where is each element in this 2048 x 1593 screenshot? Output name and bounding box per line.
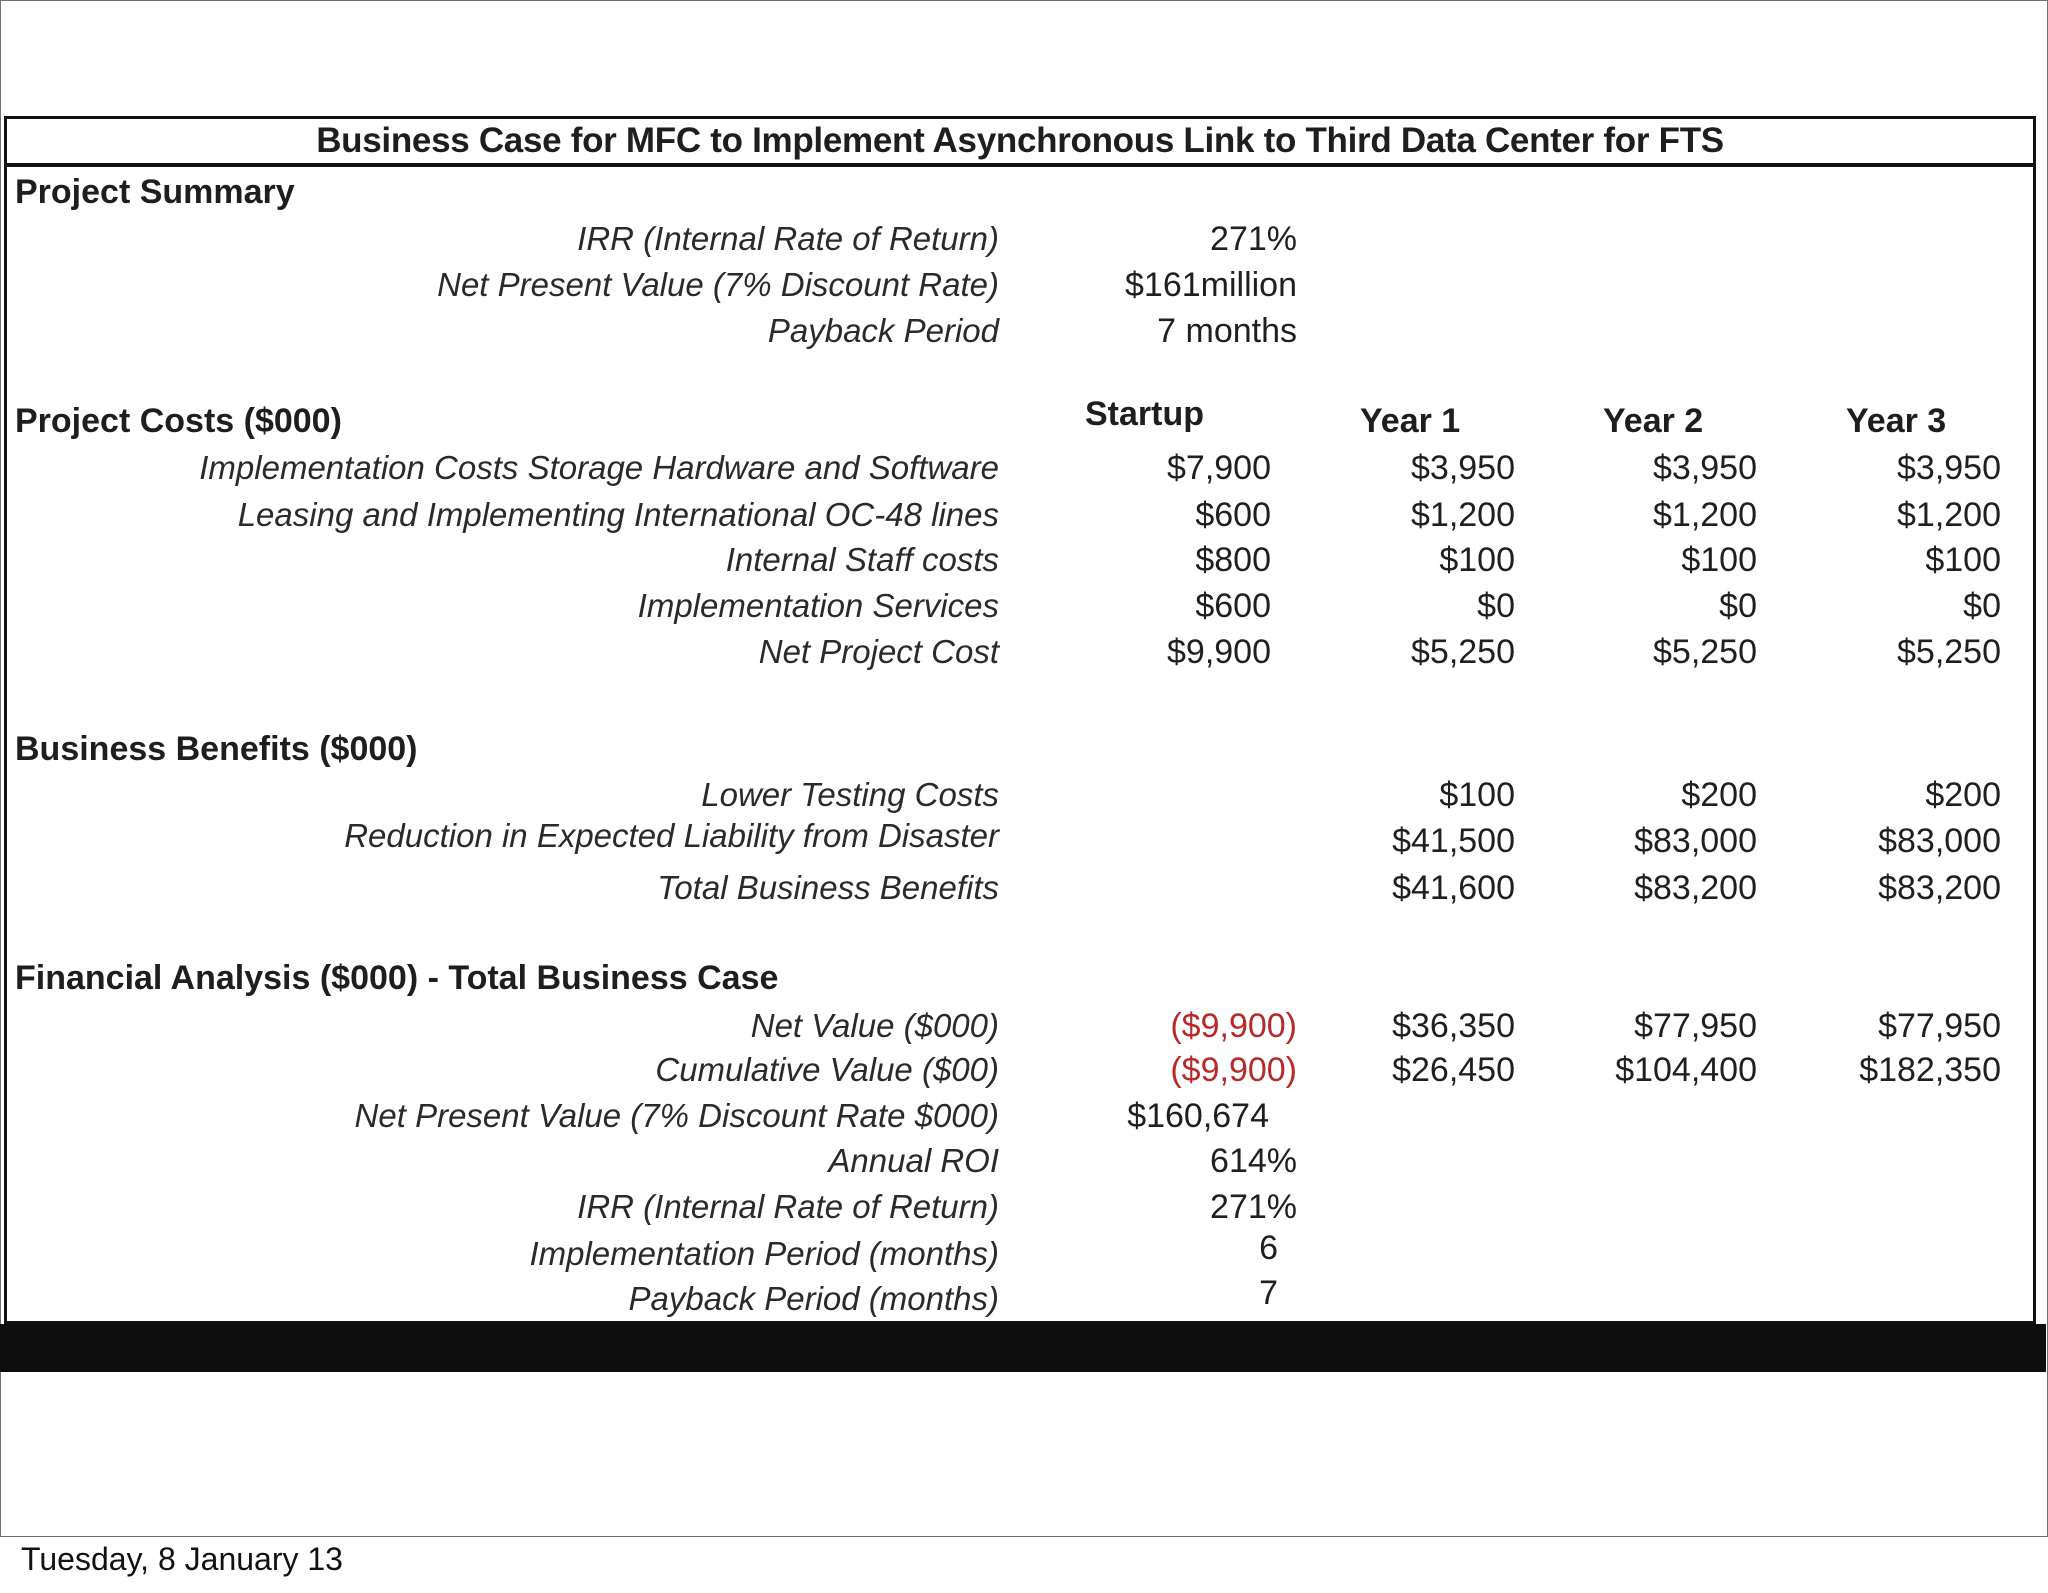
fin-cell: 6 (1259, 1229, 1278, 1267)
cost-cell: $5,250 (1411, 633, 1515, 671)
cost-cell: $0 (1477, 587, 1515, 625)
cost-cell: $100 (1681, 541, 1757, 579)
cost-label-services: Implementation Services (637, 587, 999, 624)
fin-cell: $26,450 (1392, 1051, 1515, 1089)
fin-label-net-value: Net Value ($000) (750, 1007, 999, 1044)
col-header-startup: Startup (1085, 395, 1204, 433)
cost-cell: $7,900 (1167, 449, 1271, 487)
cost-cell: $1,200 (1653, 496, 1757, 534)
cost-cell: $800 (1195, 541, 1271, 579)
summary-value-npv: $161million (1125, 266, 1297, 304)
fin-cell: 614% (1210, 1142, 1297, 1180)
fin-cell: $36,350 (1392, 1007, 1515, 1045)
cost-cell: $0 (1963, 587, 2001, 625)
summary-label-payback: Payback Period (767, 312, 999, 349)
benefit-cell: $83,200 (1878, 869, 2001, 907)
section-project-costs: Project Costs ($000) (15, 402, 342, 440)
summary-label-irr: IRR (Internal Rate of Return) (577, 220, 999, 257)
fin-cell: $104,400 (1615, 1051, 1757, 1089)
fin-label-roi: Annual ROI (828, 1142, 999, 1179)
cost-cell: $5,250 (1653, 633, 1757, 671)
summary-value-irr: 271% (1210, 220, 1297, 258)
benefit-cell: $200 (1925, 776, 2001, 814)
benefit-cell: $100 (1439, 776, 1515, 814)
fin-cell: $77,950 (1634, 1007, 1757, 1045)
summary-value-payback: 7 months (1157, 312, 1297, 350)
cost-cell: $0 (1719, 587, 1757, 625)
fin-cell: 7 (1259, 1274, 1278, 1312)
fin-cell: 271% (1210, 1188, 1297, 1226)
col-header-year1: Year 1 (1360, 402, 1461, 440)
bottom-black-band (0, 1324, 2046, 1372)
benefit-label-total: Total Business Benefits (657, 869, 999, 906)
cost-cell: $1,200 (1897, 496, 2001, 534)
cost-cell: $100 (1925, 541, 2001, 579)
cost-cell: $600 (1195, 496, 1271, 534)
section-project-summary: Project Summary (15, 173, 295, 211)
cost-cell: $100 (1439, 541, 1515, 579)
sheet-title: Business Case for MFC to Implement Asynchronous Link to Third Data Center for FTS (7, 119, 2033, 167)
cost-cell: $3,950 (1653, 449, 1757, 487)
cost-cell: $3,950 (1411, 449, 1515, 487)
benefit-cell: $83,000 (1634, 822, 1757, 860)
fin-label-payback: Payback Period (months) (628, 1280, 999, 1317)
fin-label-implementation: Implementation Period (months) (529, 1235, 999, 1272)
fin-label-irr: IRR (Internal Rate of Return) (577, 1188, 999, 1225)
fin-cell: $182,350 (1859, 1051, 2001, 1089)
section-financial-analysis: Financial Analysis ($000) - Total Business Case (15, 959, 779, 997)
cost-label-net: Net Project Cost (758, 633, 999, 670)
summary-label-npv: Net Present Value (7% Discount Rate) (437, 266, 999, 303)
section-business-benefits: Business Benefits ($000) (15, 730, 418, 768)
cost-label-lines: Leasing and Implementing International OC-48 lines (237, 496, 999, 533)
business-case-sheet (4, 116, 2036, 1324)
fin-label-cumulative: Cumulative Value ($00) (655, 1051, 999, 1088)
benefit-cell: $41,600 (1392, 869, 1515, 907)
footer-date: Tuesday, 8 January 13 (21, 1541, 343, 1577)
fin-cell: $77,950 (1878, 1007, 2001, 1045)
benefit-cell: $200 (1681, 776, 1757, 814)
cost-cell: $1,200 (1411, 496, 1515, 534)
cost-cell: $9,900 (1167, 633, 1271, 671)
col-header-year2: Year 2 (1603, 402, 1704, 440)
cost-label-hardware: Implementation Costs Storage Hardware and Software (199, 449, 999, 486)
col-header-year3: Year 3 (1846, 402, 1947, 440)
cost-cell: $600 (1195, 587, 1271, 625)
cost-label-staff: Internal Staff costs (725, 541, 999, 578)
cost-cell: $5,250 (1897, 633, 2001, 671)
cost-cell: $3,950 (1897, 449, 2001, 487)
benefit-label-liability: Reduction in Expected Liability from Disaster (344, 817, 999, 854)
benefit-cell: $41,500 (1392, 822, 1515, 860)
fin-cell-negative: ($9,900) (1170, 1007, 1297, 1045)
fin-label-npv: Net Present Value (7% Discount Rate $000) (354, 1097, 999, 1134)
fin-cell-negative: ($9,900) (1170, 1051, 1297, 1089)
fin-cell: $160,674 (1127, 1097, 1269, 1135)
benefit-label-testing: Lower Testing Costs (701, 776, 999, 813)
benefit-cell: $83,000 (1878, 822, 2001, 860)
benefit-cell: $83,200 (1634, 869, 1757, 907)
